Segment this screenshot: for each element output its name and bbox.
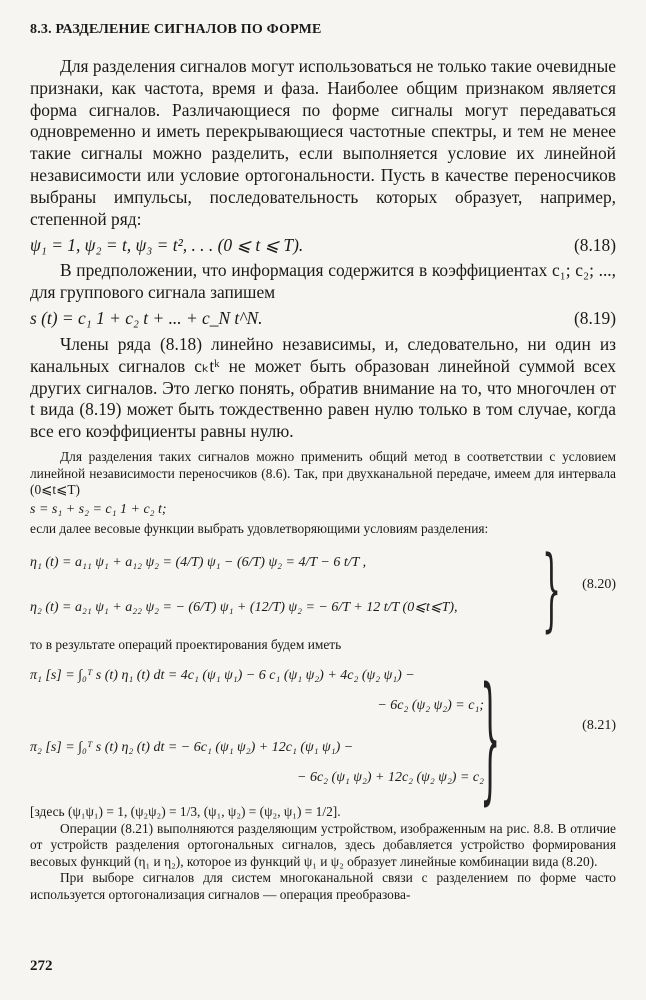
paragraph-projection: то в результате операций проектирования будем иметь	[30, 637, 342, 653]
equation-8-21-line4: − 6c₂ (ψ₁ ψ₂) + 12c₂ (ψ₂ ψ₂) = c₂	[297, 769, 484, 785]
paragraph-orthogonalization: При выборе сигналов для систем многоканальной связи с разделением по форме часто используется ортогонализация сигналов — операция преобразова-	[30, 870, 616, 902]
page-body	[30, 22, 616, 903]
equation-8-20-line1: η₁ (t) = a₁₁ ψ₁ + a₁₂ ψ₂ = (4/T) ψ₁ − (6/T) ψ₂ = 4/T − 6 t/T ,	[30, 555, 367, 571]
equation-8-19-expr: s (t) = c₁ 1 + c₂ t + ... + c_N t^N.	[30, 308, 263, 329]
equation-8-18-expr: ψ₁ = 1, ψ₂ = t, ψ₃ = t², . . . (0 ⩽ t ⩽ T).	[30, 234, 304, 255]
paragraph-intro: Для разделения сигналов могут использоваться не только такие очевидные признаки, как частота, время и фаза. Наиболее общим признаком является форма сигналов. Различающиеся по форме сигналы могут передаваться одновременно и иметь перекрывающиеся частотные спектры, и тем не менее такие сигналы можно разделить, если выполняется условие их линейной независимости или условие ортогональности. Пусть в качестве переносчиков выбраны импульсы, последовательность которых образует, например, степенной ряд:	[30, 56, 616, 229]
paragraph-weights: если далее весовые функции выбрать удовлетворяющими условиям разделения:	[30, 520, 489, 536]
equation-8-20-line2: η₂ (t) = a₂₁ ψ₁ + a₂₂ ψ₂ = − (6/T) ψ₁ + (12/T) ψ₂ = − 6/T + 12 t/T (0⩽t⩽T),	[30, 600, 458, 616]
equation-group-signal	[30, 499, 616, 521]
equation-8-19-number: (8.19)	[573, 308, 616, 329]
equation-group-signal-expr: s = s₁ + s₂ = c₁ 1 + c₂ t;	[30, 501, 167, 517]
section-heading: 8.3. РАЗДЕЛЕНИЕ СИГНАЛОВ ПО ФОРМЕ	[30, 22, 322, 37]
equation-8-18-number: (8.18)	[573, 234, 616, 255]
equation-8-21-line1: π₁ [s] = ∫₀ᵀ s (t) η₁ (t) dt = 4c₁ (ψ₁ ψ₁) − 6 c₁ (ψ₁ ψ₂) + 4c₂ (ψ₂ ψ₁) −	[30, 667, 415, 683]
equation-8-20-number: (8.20)	[582, 577, 616, 593]
equation-8-21-number: (8.21)	[582, 717, 616, 733]
paragraph-coefficients: В предположении, что информация содержится в коэффициентах c₁; c₂; ..., для группового сигнала запишем	[30, 260, 616, 303]
right-brace-icon: }	[542, 539, 562, 645]
page-number: 272	[30, 958, 53, 974]
paragraph-device: Операции (8.21) выполняются разделяющим устройством, изображенным на рис. 8.8. В отличие от устройств разделения ортогональных сигналов, здесь добавляется устройство формирования весовых функций (η₁ и η₂), которое из функций ψ₁ и ψ₂ образует линейные комбинации вида (8.20).	[30, 820, 616, 869]
paragraph-independence: Члены ряда (8.18) линейно независимы, и, следовательно, ни один из канальных сигналов cₖtᵏ не может быть образован линейной суммой всех других сигналов. Это легко понять, обратив внимание на то, что многочлен от t вида (8.19) может быть тождественно равен нулю только в том случае, когда все его коэффициенты равны нулю.	[30, 333, 616, 442]
equation-8-21-line3: π₂ [s] = ∫₀ᵀ s (t) η₂ (t) dt = − 6c₁ (ψ₁ ψ₂) + 12c₁ (ψ₁ ψ₁) −	[30, 739, 354, 755]
paragraph-inner-products: [здесь (ψ₁ψ₁) = 1, (ψ₂ψ₂) = 1/3, (ψ₁, ψ₂) = (ψ₂, ψ₁) = 1/2].	[30, 803, 341, 819]
equation-8-18	[30, 230, 616, 260]
paragraph-method: Для разделения таких сигналов можно применить общий метод в соответствии с условием линейной независимости переносчиков (8.6). Так, при двухканальной передаче, имеем для интервала (0⩽t⩽T)	[30, 448, 616, 498]
equation-8-19	[30, 304, 616, 334]
right-brace-icon: }	[480, 655, 501, 820]
equation-8-21-line2: − 6c₂ (ψ₂ ψ₂) = c₁;	[377, 697, 484, 713]
